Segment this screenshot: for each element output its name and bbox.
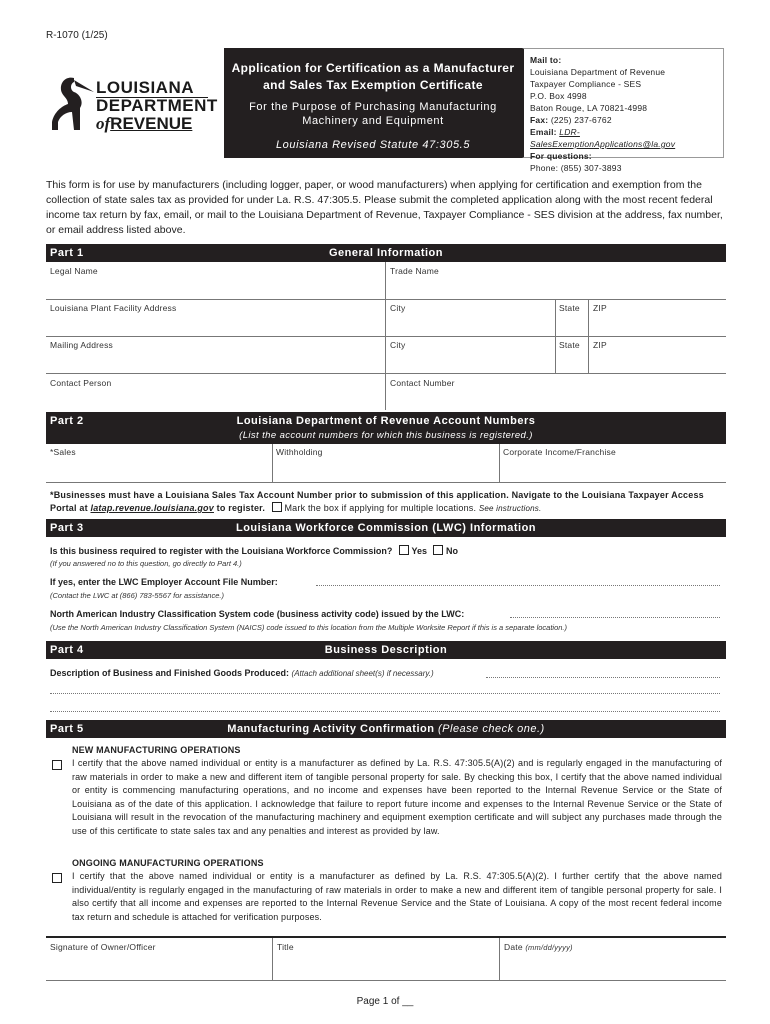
form-statute: Louisiana Revised Statute 47:305.5 [275, 139, 471, 151]
part-2-header [46, 412, 726, 444]
sales-tax-note-register: to register. [216, 503, 266, 513]
mailing-zip-label: ZIP [593, 340, 607, 350]
new-operations-heading-text: NEW MANUFACTURING OPERATIONS [72, 745, 241, 755]
mailing-city-field[interactable] [386, 352, 554, 372]
business-description-field-2[interactable] [50, 684, 720, 694]
contact-number-field[interactable] [386, 390, 726, 410]
date-label [504, 942, 573, 952]
part-4-label: Part 4 [50, 644, 84, 656]
title-label: Title [277, 942, 294, 952]
corporate-account-label: Corporate Income/Franchise [503, 447, 616, 457]
signature-label: Signature of Owner/Officer [50, 942, 156, 952]
new-operations-heading [72, 744, 241, 758]
legal-name-field[interactable] [46, 278, 385, 298]
lwc-account-note: (Contact the LWC at (866) 783-5567 for assistance.) [50, 591, 224, 600]
business-description-note: (Attach additional sheet(s) if necessary.) [291, 669, 434, 678]
page-number: Page 1 of __ [356, 996, 414, 1007]
part-4-header [46, 641, 726, 659]
sales-tax-note-text: *Businesses must have a Louisiana Sales Tax Account Number prior to submission of this application. Navigate to the Louisiana Taxpayer Access Portal at [50, 490, 704, 513]
lwc-account-label [50, 577, 278, 587]
intro-paragraph: This form is for use by manufacturers (including logger, paper, or wood manufacturers) when applying for certification and exemption from the collection of state sales tax as provided for under La. R.S. 47:305.5. Please submit the completed application along with the most recent federal income tax return by fax, email, or mail to the Louisiana Department of Revenue, Taxpayer Compliance - SES division at the address, fax number, or email address listed above. [46, 179, 723, 236]
trade-name-field[interactable] [386, 278, 726, 298]
mail-line-2: Taxpayer Compliance - SES [530, 79, 642, 89]
plant-state-label: State [559, 303, 580, 313]
plant-state-field[interactable] [556, 315, 588, 335]
part-2-subtitle: (List the account numbers for which this business is registered.) [239, 430, 533, 441]
part-1-row-line-1 [46, 299, 726, 300]
withholding-account-field[interactable] [273, 458, 498, 480]
logo-revenue: REVENUE [110, 114, 193, 133]
mailing-city-label: City [390, 340, 406, 350]
part-4-title: Business Description [324, 644, 448, 656]
contact-number-label: Contact Number [390, 378, 455, 388]
lwc-yes-label: Yes [411, 546, 427, 556]
logo-of: of [96, 114, 111, 133]
mail-to-box [522, 48, 724, 173]
contact-person-field[interactable] [46, 390, 385, 410]
signature-top-line [46, 936, 726, 938]
logo-line-2: DEPARTMENT [96, 96, 218, 115]
business-description-text: Description of Business and Finished Goods Produced: [50, 668, 290, 678]
lwc-question-note: (If you answered no to this question, go directly to Part 4.) [50, 559, 242, 568]
business-description-field-1[interactable] [486, 668, 720, 678]
trade-name-label: Trade Name [390, 266, 439, 276]
part-1-title: General Information [328, 247, 444, 259]
part-1-label: Part 1 [50, 247, 84, 259]
title-field[interactable] [273, 954, 498, 978]
part-2-title: Louisiana Department of Revenue Account Numbers [236, 415, 536, 427]
lwc-no-label: No [446, 546, 458, 556]
mail-heading: Mail to: [530, 55, 562, 65]
multiple-locations-label: Mark the box if applying for multiple locations. [284, 503, 477, 513]
lwc-yes-checkbox[interactable] [399, 545, 409, 555]
ongoing-operations-heading-text: ONGOING MANUFACTURING OPERATIONS [72, 858, 264, 868]
form-code: R-1070 (1/25) [46, 30, 108, 41]
contact-person-label: Contact Person [50, 378, 112, 388]
phone-number: Phone: (855) 307-3893 [530, 163, 622, 173]
part-5-title [46, 723, 726, 735]
part-1-header [46, 244, 726, 262]
part-2-label: Part 2 [50, 415, 84, 427]
ongoing-operations-checkbox[interactable] [52, 873, 62, 883]
part-5-label: Part 5 [50, 723, 84, 735]
part-3-title: Louisiana Workforce Commission (LWC) Information [235, 522, 537, 534]
part-5-title-text: Manufacturing Activity Confirmation [227, 723, 435, 735]
email-link[interactable]: LDR-SalesExemptionApplications@la.gov [530, 127, 676, 149]
naics-label-text: North American Industry Classification System code (business activity code) issued by the LWC: [50, 609, 465, 619]
date-label-text: Date [504, 942, 523, 952]
business-description-label [50, 668, 434, 678]
lwc-account-field[interactable] [316, 576, 720, 586]
business-description-field-3[interactable] [50, 702, 720, 712]
multiple-locations-checkbox[interactable] [272, 502, 282, 512]
date-field[interactable] [500, 954, 726, 978]
naics-label [50, 609, 464, 619]
latap-link[interactable]: latap.revenue.louisiana.gov [90, 503, 214, 513]
form-title-line-2: and Sales Tax Exemption Certificate [263, 78, 483, 92]
lwc-account-label-text: If yes, enter the LWC Employer Account File Number: [50, 577, 278, 587]
lwc-no-checkbox[interactable] [433, 545, 443, 555]
signature-field[interactable] [46, 954, 271, 978]
form-purpose-line-2: Machinery and Equipment [302, 115, 444, 127]
form-title-line-1: Application for Certification as a Manufacturer [231, 61, 515, 75]
mailing-zip-field[interactable] [589, 352, 726, 372]
ongoing-operations-heading [72, 857, 264, 871]
withholding-account-label: Withholding [276, 447, 323, 457]
sales-account-label: *Sales [50, 447, 76, 457]
fax-number: (225) 237-6762 [550, 115, 612, 125]
new-operations-checkbox[interactable] [52, 760, 62, 770]
mail-line-1: Louisiana Department of Revenue [530, 67, 666, 77]
logo-line-3 [96, 114, 192, 134]
new-operations-text: I certify that the above named individual or entity is a manufacturer as defined by La. R.S. 47:305.5(A)(2) and is regularly engaged in the manufacturing of raw materials in order to make a new and different item of tangible personal property for sale. By checking this box, I certify that the above named individual or entity is commencing manufacturing operations, and no income and expenses have been reported to the Internal Revenue Service or the State of Louisiana as of the date of this application. I acknowledge that failure to report future income and expenses to the Internal Revenue Service or the State of Louisiana will result in the revocation of the manufacturing machinery and equipment exemption certificate and will subject any purchases made through the use of this certificate to state sales tax and any penalties and interest as provided by law. [72, 758, 722, 836]
part-2-bottom-line [46, 482, 726, 483]
mail-line-3: P.O. Box 4998 [530, 91, 587, 101]
form-purpose-line-1: For the Purpose of Purchasing Manufacturing [249, 101, 497, 113]
corporate-account-field[interactable] [500, 458, 726, 480]
form-title-box [224, 48, 522, 158]
email-label: Email: [530, 127, 557, 137]
part-1-row-line-2 [46, 336, 726, 337]
sales-account-field[interactable] [46, 458, 271, 480]
mailing-address-label: Mailing Address [50, 340, 114, 350]
sales-tax-note [50, 489, 726, 515]
logo-line-1: LOUISIANA [96, 78, 194, 97]
plant-address-field[interactable] [46, 315, 385, 335]
mailing-state-label: State [559, 340, 580, 350]
part-1-row-line-3 [46, 373, 726, 374]
mailing-state-field[interactable] [556, 352, 588, 372]
part-5-header [46, 720, 726, 738]
plant-zip-label: ZIP [593, 303, 607, 313]
part-3-label: Part 3 [50, 522, 84, 534]
part-5-title-note: (Please check one.) [438, 723, 545, 735]
naics-field[interactable] [510, 608, 720, 618]
signature-bottom-line [46, 980, 726, 981]
lwc-question-text: Is this business required to register with the Louisiana Workforce Commission? [50, 546, 393, 556]
mail-line-4: Baton Rouge, LA 70821-4998 [530, 103, 648, 113]
date-format: (mm/dd/yyyy) [525, 943, 573, 952]
plant-address-label: Louisiana Plant Facility Address [50, 303, 177, 313]
legal-name-label: Legal Name [50, 266, 98, 276]
see-instructions: See instructions. [478, 504, 542, 513]
plant-city-field[interactable] [386, 315, 554, 335]
lwc-question [50, 545, 458, 556]
part-3-header [46, 519, 726, 537]
ongoing-operations-text: I certify that the above named individual or entity is a manufacturer as defined by La. R.S. 47:305.5(A)(2). I further certify that the above named individual/entity is regularly engaged in the manufacturing of raw materials in order to make a new and different item of tangible personal property for sale. I also certify that all income and expenses are reported to the Internal Revenue Service and the State of Louisiana. A copy of the most recent federal income tax return and schedule is attached for verification purposes. [72, 871, 722, 922]
naics-note: (Use the North American Industry Classification System (NAICS) code issued to this location from the Multiple Worksite Report if this is a separate location.) [50, 623, 568, 632]
plant-city-label: City [390, 303, 406, 313]
questions-label: For questions: [530, 151, 592, 161]
pelican-logo-icon [44, 72, 96, 134]
fax-label: Fax: [530, 115, 549, 125]
plant-zip-field[interactable] [589, 315, 726, 335]
mailing-address-field[interactable] [46, 352, 385, 372]
